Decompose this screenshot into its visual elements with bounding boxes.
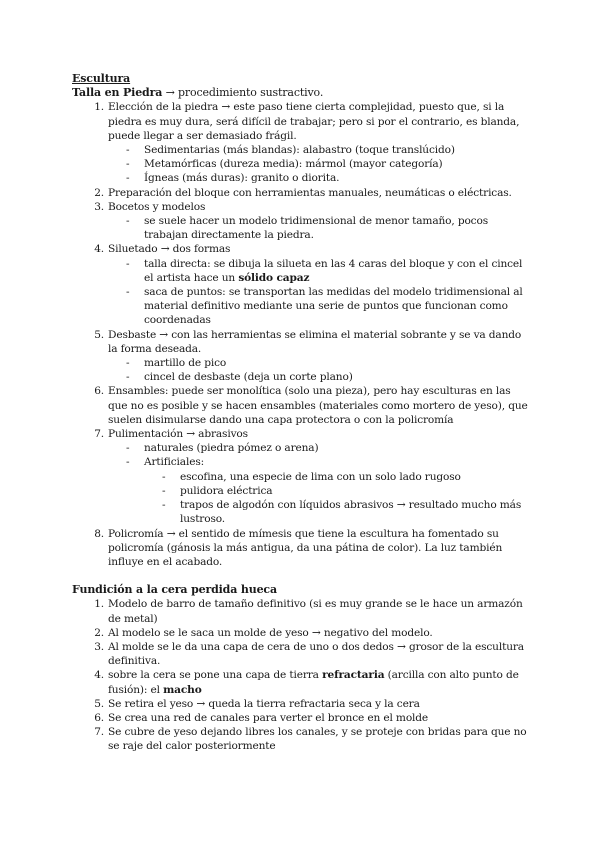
list-item xyxy=(72,640,532,668)
list-item xyxy=(72,697,532,711)
sublist-item-text: martillo de pico xyxy=(144,357,227,370)
list-item xyxy=(72,384,532,427)
section-heading-rest: → procedimiento sustractivo. xyxy=(162,86,324,100)
list-item-text: Siluetado → dos formas xyxy=(108,243,231,256)
list-item-text: Al molde se le da una capa de cera de uno o dos dedos → grosor de la escultura definitiva. xyxy=(108,640,524,668)
list-item xyxy=(72,186,532,200)
sublist-item-text: saca de puntos: se transportan las medidas del modelo tridimensional al material definitivo mediante una serie de puntos que funcionan como coordenadas xyxy=(144,286,523,327)
sublist-item-text: naturales (piedra pómez o arena) xyxy=(144,442,319,455)
sublist xyxy=(108,356,532,384)
sublist-item: - cincel de desbaste (deja un corte plano) xyxy=(126,371,353,384)
document-title: Escultura xyxy=(72,72,131,85)
sublist xyxy=(108,214,532,242)
list-item-text: Se cubre de yeso dejando libres los canales, y se proteje con bridas para que no se raje del calor posteriormente xyxy=(108,726,527,753)
nested-sublist xyxy=(72,470,532,527)
list-number: 5. xyxy=(94,697,104,710)
list-item-text: Preparación del bloque con herramientas manuales, neumáticas o eléctricas. xyxy=(108,186,512,199)
list-number: 1. xyxy=(94,598,104,611)
list-number: 7. xyxy=(94,726,104,739)
list-number: 6. xyxy=(94,711,104,724)
list-number: 5. xyxy=(94,328,104,341)
cera-steps-list xyxy=(72,597,532,753)
nested-sublist-item: - pulidora eléctrica xyxy=(162,484,273,497)
list-item-text: sobre la cera se pone una capa de tierra xyxy=(108,669,323,682)
list-item xyxy=(72,527,532,570)
sublist-item: - naturales (piedra pómez o arena) xyxy=(126,442,319,455)
list-item xyxy=(72,597,532,625)
section-heading-cera: Fundición a la cera perdida hueca xyxy=(72,583,277,597)
sublist-item-text: se suele hacer un modelo tridimensional de menor tamaño, pocos trabajan directamente la piedra. xyxy=(144,215,488,242)
sublist-item-text: Ígneas (más duras): granito o diorita. xyxy=(144,172,340,185)
list-number: 6. xyxy=(94,385,104,398)
sublist-item-text: Metamórficas (dureza media): mármol (mayor categoría) xyxy=(144,158,443,171)
bold-term: sólido capaz xyxy=(238,271,310,284)
bold-term: refractaria xyxy=(322,669,385,682)
list-number: 3. xyxy=(94,640,104,653)
sublist-item: - Metamórficas (dureza media): mármol (mayor categoría) xyxy=(126,158,443,171)
nested-sublist-item-text: escofina, una especie de lima con un solo lado rugoso xyxy=(180,470,461,483)
sublist-item-text: talla directa: se dibuja la silueta en las 4 caras del bloque y con el cincel el artista hace un xyxy=(144,257,523,284)
list-number: 4. xyxy=(94,669,104,682)
talla-steps-list xyxy=(72,100,532,569)
list-item-text: Policromía → el sentido de mímesis que tiene la escultura ha fomentado su policromía (gánosis la más antigua, da una pátina de color). La luz también influye en el acabado. xyxy=(108,527,503,568)
list-number: 4. xyxy=(94,243,104,256)
list-item xyxy=(72,626,532,640)
sublist-item: - saca de puntos: se transportan las medidas del modelo tridimensional al material definitivo mediante una serie de puntos que funcionan como coordenadas xyxy=(126,286,523,327)
document-content xyxy=(72,72,532,754)
list-number: 8. xyxy=(94,527,104,540)
list-item-text: Pulimentación → abrasivos xyxy=(108,428,248,441)
list-number: 7. xyxy=(94,428,104,441)
list-number: 3. xyxy=(94,200,104,213)
list-item xyxy=(72,328,532,385)
list-item-text: (arcilla con alto punto de fusión): el xyxy=(108,669,519,696)
list-item-text: Al modelo se le saca un molde de yeso → negativo del modelo. xyxy=(108,626,433,639)
list-number: 2. xyxy=(94,626,104,639)
sublist-item-text: Sedimentarias (más blandas): alabastro (toque translúcido) xyxy=(144,144,455,157)
sublist xyxy=(108,257,532,328)
section-heading-bold: Talla en Piedra xyxy=(72,86,163,100)
sublist xyxy=(108,143,532,186)
list-item xyxy=(72,711,532,725)
list-item-text: Bocetos y modelos xyxy=(108,200,206,213)
list-item xyxy=(72,725,532,753)
nested-sublist-item-text: pulidora eléctrica xyxy=(180,484,273,497)
list-item-text: Modelo de barro de tamaño definitivo (si es muy grande se le hace un armazón de metal) xyxy=(108,598,523,625)
nested-sublist-item-text: trapos de algodón con líquidos abrasivos → resultado mucho más lustroso. xyxy=(180,499,522,526)
sublist-item: - talla directa: se dibuja la silueta en las 4 caras del bloque y con el cincel el artista hace un sólido capaz xyxy=(126,257,523,284)
sublist-item: - Ígneas (más duras): granito o diorita. xyxy=(126,172,340,185)
sublist-item: - Sedimentarias (más blandas): alabastro (toque translúcido) xyxy=(126,144,455,157)
list-number: 1. xyxy=(94,101,104,114)
list-item-text: Se crea una red de canales para verter el bronce en el molde xyxy=(108,711,429,724)
list-item xyxy=(72,242,532,327)
list-item-text: Ensambles: puede ser monolítica (solo una pieza), pero hay esculturas en las que no es posible y se hacen ensambles (materiales como mortero de yeso), que suelen disimularse dando una capa protectora o con la policromía xyxy=(108,385,528,426)
nested-sublist-item: - trapos de algodón con líquidos abrasivos → resultado mucho más lustroso. xyxy=(162,499,522,526)
sublist xyxy=(108,441,532,526)
bold-term: macho xyxy=(163,683,202,696)
list-item-text: Se retira el yeso → queda la tierra refractaria seca y la cera xyxy=(108,697,420,710)
sublist-item: - Artificiales: - escofina, una especie de lima con un solo lado rugoso - pulidora eléctrica - trapos de algodón con líquidos abrasivos → resultado mucho más lustroso. xyxy=(72,455,532,526)
sublist-item-text: Artificiales: xyxy=(144,456,205,469)
sublist-item: - martillo de pico xyxy=(126,357,227,370)
list-item xyxy=(72,100,532,185)
list-item-text: Elección de la piedra → este paso tiene cierta complejidad, puesto que, si la piedra es muy dura, será difícil de trabajar; pero si por el contrario, es blanda, puede llegar a ser demasiado frágil. xyxy=(108,101,520,142)
list-item xyxy=(72,668,532,696)
list-item-text: Desbaste → con las herramientas se elimina el material sobrante y se va dando la forma deseada. xyxy=(108,328,522,355)
section-heading-talla xyxy=(72,86,532,100)
sublist-item: - se suele hacer un modelo tridimensional de menor tamaño, pocos trabajan directamente la piedra. xyxy=(126,215,488,242)
list-item xyxy=(72,200,532,243)
nested-sublist-item: - escofina, una especie de lima con un solo lado rugoso xyxy=(162,470,461,483)
list-item xyxy=(72,427,532,526)
list-number: 2. xyxy=(94,186,104,199)
sublist-item-text: cincel de desbaste (deja un corte plano) xyxy=(144,371,353,384)
